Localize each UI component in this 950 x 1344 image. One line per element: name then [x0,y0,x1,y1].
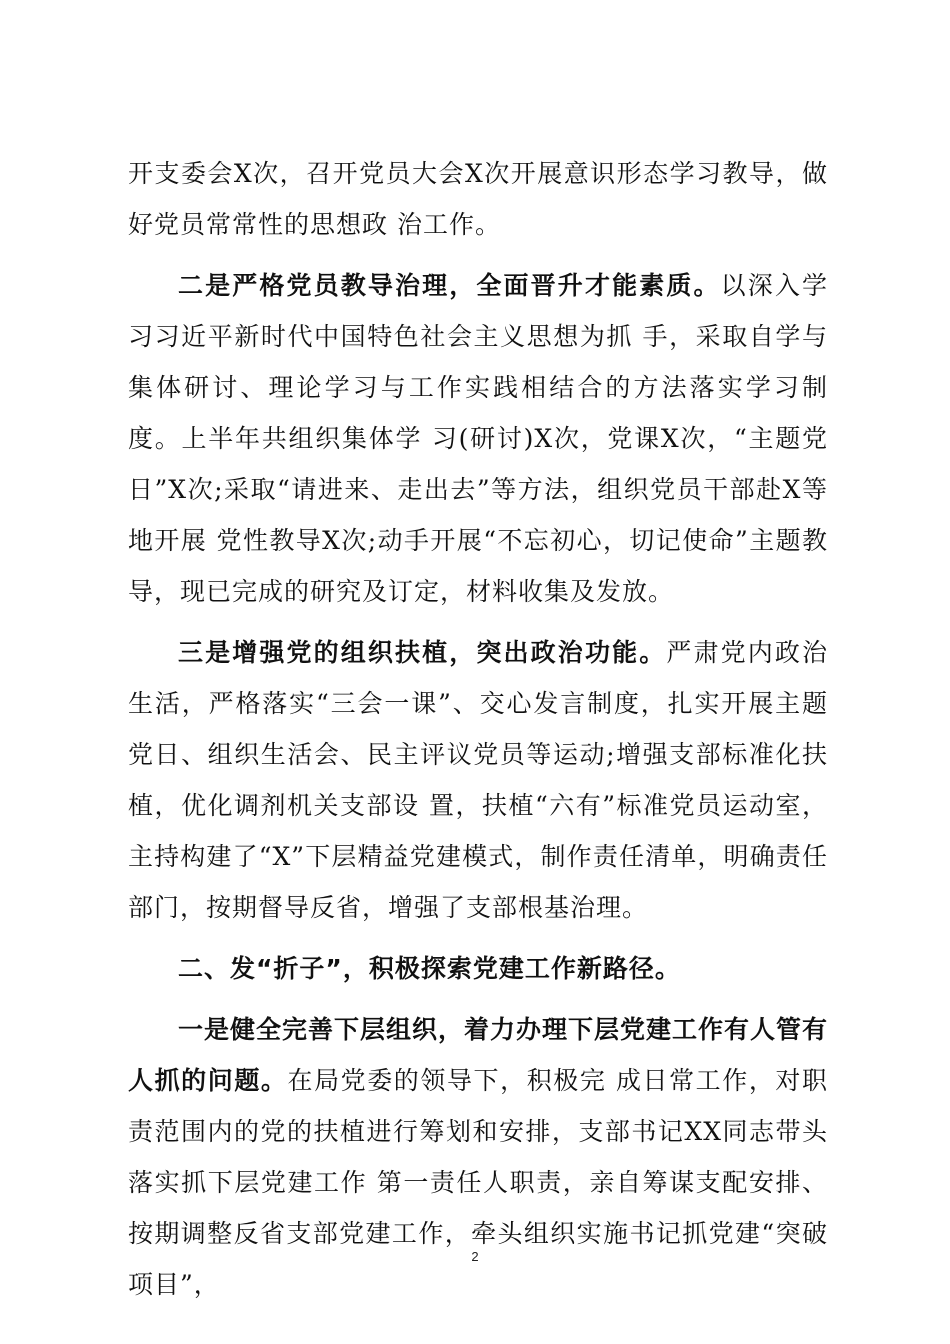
paragraph-party-education [128,260,828,617]
paragraph-grassroots-organization [128,1004,828,1310]
document-body [128,148,828,1310]
paragraph-text: 开支委会X次，召开党员大会X次开展意识形态学习教导，做好党员常常性的思想政 治工作。 [128,159,828,239]
paragraph-text: 以深入学习习近平新时代中国特色社会主义思想为抓 手，采取自学与集体研讨、理论学习与工作实践相结合的方法落实学习制度。上半年共组织集体学 习(研讨)X次，党课X次，“主题党日”X次;采取“请进来、走出去”等方法，组织党员干部赴X等地开展 党性教导X次;动手开展“不忘初心，切记使命”主题教导，现已完成的研究及订定，材料收集及发放。 [128,271,828,606]
section-heading [128,943,828,994]
paragraph-text: 严肃党内政治生活，严格落实“三会一课”、交心发言制度，扎实开展主题党日、组织生活会、民主评议党员等运动;增强支部标准化扶植，优化调剂机关支部设 置，扶植“六有”标准党员运动室，主持构建了“X”下层精益党建模式，制作责任清单，明确责任部门，按期督导反省，增强了支部根基治理。 [128,638,828,922]
paragraph-lead: 一是健全完善下层组织，着力办理下层党建工作有人管有人抓的问题。 [128,1015,829,1095]
paragraph-organization-building [128,627,828,933]
paragraph-lead: 三是增强党的组织扶植，突出政治功能。 [178,638,667,667]
paragraph-lead: 二是严格党员教导治理，全面晋升才能素质。 [178,271,721,300]
paragraph-continuation [128,148,828,250]
page-number: 2 [471,1249,479,1264]
section-heading-text: 二、发“折子”，积极探索党建工作新路径。 [178,954,681,983]
paragraph-text: 在局党委的领导下，积极完 成日常工作，对职责范围内的党的扶植进行筹划和安排，支部书记XX同志带头落实抓下层党建工作 第一责任人职责，亲自筹谋支配安排、按期调整反省支部党建工作，牵头组织实施书记抓党建“突破 项目”， [128,1066,828,1299]
